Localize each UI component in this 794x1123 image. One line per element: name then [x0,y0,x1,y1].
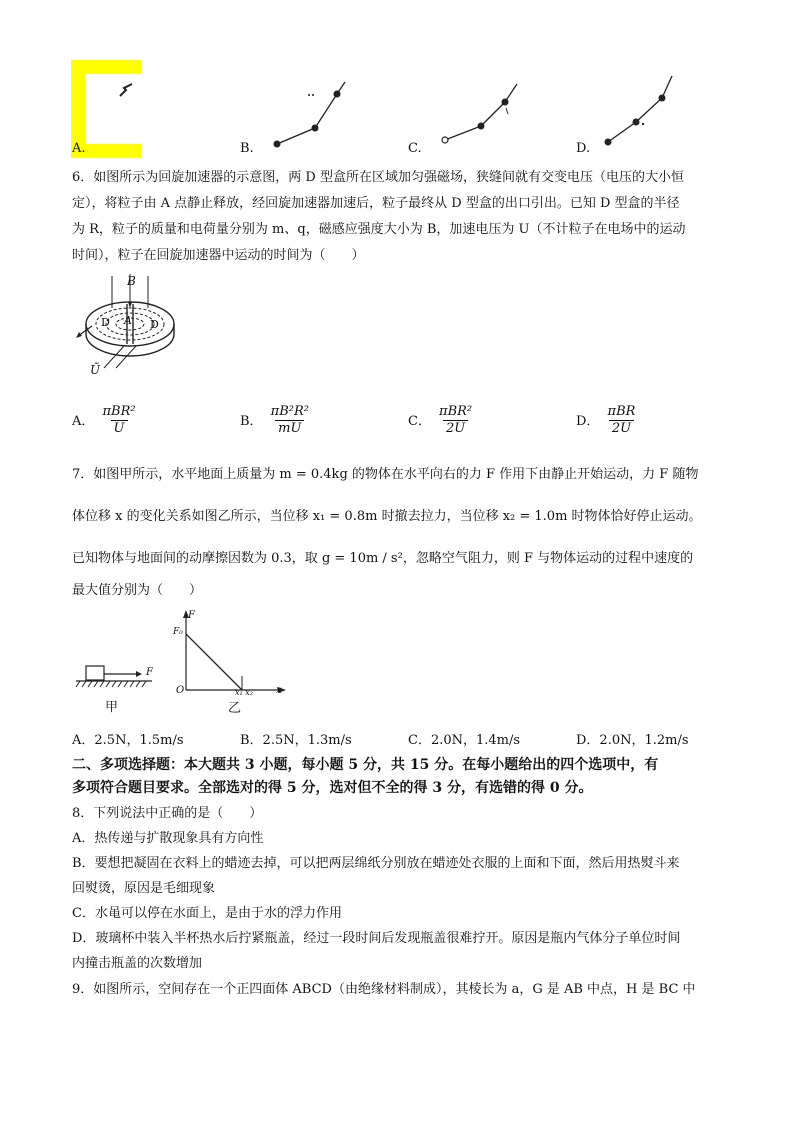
section-2-heading-line-2: 多项符合题目要求。全部选对的得 5 分，选对但不全的得 3 分，有选错的得 0 分。 [72,780,593,796]
q7-line-1: 7．如图甲所示，水平地面上质量为 m = 0.4kg 的物体在水平向右的力 F 作用下由静止开始运动，力 F 随物 [72,467,699,482]
q6-option-c-numerator: πBR² [439,404,473,419]
q6-line-4: 时间），粒子在回旋加速器中运动的时间为（ ） [72,248,365,263]
option-b-figure [265,80,355,155]
q8-option-a: A．热传递与扩散现象具有方向性 [72,831,264,846]
q8-option-c: C．水黾可以停在水面上，是由于水的浮力作用 [72,906,342,921]
fig-label-D1: D [101,316,110,329]
q5-option-c-label: C. [408,141,422,156]
q9-line-1: 9．如图所示，空间存在一个正四面体 ABCD（由绝缘材料制成），其棱长为 a，G 是 AB 中点，H 是 BC 中 [72,982,696,997]
q5-option-d-label: D. [576,141,591,156]
q7-option-a: A．2.5N，1.5m/s [72,733,184,748]
fig-jia-force-label: F [146,667,153,678]
q7-option-c: C．2.0N，1.4m/s [408,733,521,748]
q6-option-c-label: C． [408,414,431,429]
fig-label-A: A [124,314,132,327]
q7-line-4: 最大值分别为（ ） [72,583,203,598]
section-2-heading-line-1: 二、多项选择题：本大题共 3 小题，每小题 5 分，共 15 分。在每小题给出的四个选项中，有 [72,757,659,773]
q7-option-d: D．2.0N，1.2m/s [576,733,689,748]
q6-option-d-denominator: 2U [609,420,634,437]
q6-option-a-denominator: U [111,420,128,437]
q8-option-d-line-2: 内撞击瓶盖的次数增加 [72,956,203,971]
q5-option-a-label: A. [72,141,86,156]
q8-stem: 8．下列说法中正确的是（ ） [72,806,263,821]
fig-yi-origin-label: O [176,685,185,696]
q7-line-2: 体位移 x 的变化关系如图乙所示，当位移 x₁ = 0.8m 时撤去拉力，当位移 x₂ = 1.0m 时物体恰好停止运动。 [72,509,702,524]
q7-option-b: B．2.5N，1.3m/s [240,733,352,748]
q6-option-a-numerator: πBR² [102,404,136,419]
q6-option-b-numerator: πB²R² [270,404,309,419]
fig-yi-caption: 乙 [228,701,242,716]
q8-option-d-line-1: D．玻璃杯中装入半杯热水后拧紧瓶盖，经过一段时间后发现瓶盖很难拧开。原因是瓶内气体分子单位时间 [72,931,681,946]
fig-jia-caption: 甲 [105,700,119,715]
figure-jia [74,664,154,694]
figure-yi-graph [170,610,290,696]
q6-option-d-numerator: πBR [607,404,636,419]
q6-option-a [72,404,139,437]
q8-option-b-line-2: 回熨烫，原因是毛细现象 [72,881,216,896]
q6-option-b-denominator: mU [275,420,304,437]
fig-yi-x-axis-label: x [276,685,282,696]
fig-label-U: Ũ [90,363,101,377]
fig-label-D2: D [150,318,159,331]
option-c-figure [433,80,523,155]
q6-line-1: 6．如图所示为回旋加速器的示意图，两 D 型盒所在区域加匀强磁场，狭缝间就有交变电压（电压的大小恒 [72,170,684,185]
q6-option-d-label: D． [576,414,600,429]
q6-line-3: 为 R，粒子的质量和电荷量分别为 m、q，磁感应强度大小为 B，加速电压为 U（不计粒子在电场中的运动 [72,222,686,237]
q6-option-b-label: B． [240,414,263,429]
q8-option-b-line-1: B．要想把凝固在衣料上的蜡迹去掉，可以把两层绵纸分别放在蜡迹处衣服的上面和下面，然后用热熨斗来 [72,856,680,871]
fig-label-B: B [127,274,136,288]
fig-yi-x1x2-labels: x₁ x₂ [235,688,253,697]
q6-option-a-label: A． [72,414,95,429]
option-d-figure [598,72,688,152]
q6-option-c [408,404,475,437]
q7-line-3: 已知物体与地面间的动摩擦因数为 0.3，取 g = 10m / s²，忽略空气阻力，则 F 与物体运动的过程中速度的 [72,551,694,566]
q5-option-b-label: B. [240,141,254,156]
q6-option-b [240,404,312,437]
fig-yi-y-axis-label: F [188,610,195,621]
fig-yi-F0-label: F₀ [173,627,183,637]
q6-option-c-denominator: 2U [443,420,468,437]
option-a-figure [112,78,136,102]
q6-line-2: 定），将粒子由 A 点静止释放，经回旋加速器加速后，粒子最终从 D 型盒的出口引出。已知 D 型盒的半径 [72,196,680,211]
q6-option-d [576,404,638,437]
